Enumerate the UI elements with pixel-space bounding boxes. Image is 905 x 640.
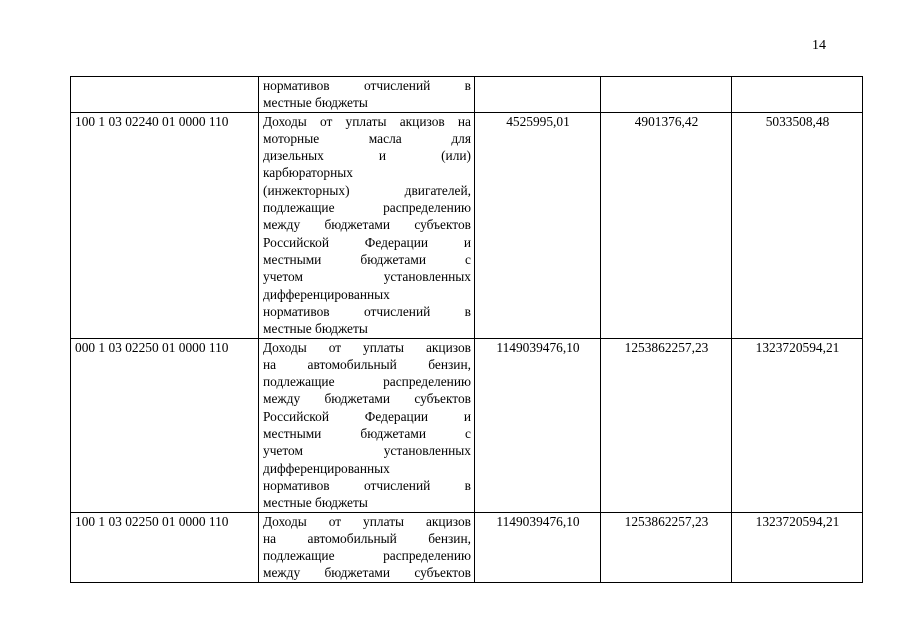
description-line: местные бюджеты — [263, 321, 368, 337]
description-cell — [259, 512, 475, 582]
description-line: между бюджетами субъектов — [263, 217, 471, 233]
description-line: на автомобильный бензин, — [263, 530, 471, 546]
description-line: Российской Федерации и — [263, 408, 471, 424]
table-row — [71, 112, 863, 338]
table-row — [71, 77, 863, 113]
description-line: местные бюджеты — [263, 495, 368, 511]
description-line: карбюраторных — [263, 165, 353, 181]
description-line: между бюджетами субъектов — [263, 565, 471, 581]
description-line: дифференцированных — [263, 286, 390, 302]
description-line: нормативов отчислений в — [263, 78, 471, 93]
description-line: местными бюджетами с — [263, 251, 471, 267]
description-line: дизельных и (или) — [263, 148, 471, 164]
description-line: Доходы от уплаты акцизов — [263, 513, 471, 529]
description-cell — [259, 112, 475, 338]
revenue-table — [70, 76, 863, 583]
description-line: на автомобильный бензин, — [263, 356, 471, 372]
description-line: нормативов отчислений в — [263, 303, 471, 319]
description-line: подлежащие распределению — [263, 374, 471, 390]
value-cell-1: 1149039476,10 — [475, 338, 601, 512]
description-line: учетом установленных — [263, 269, 471, 285]
description-line: нормативов отчислений в — [263, 477, 471, 493]
description-line: Доходы от уплаты акцизов — [263, 339, 471, 355]
value-cell-2: 4901376,42 — [601, 112, 732, 338]
description-line: местными бюджетами с — [263, 426, 471, 442]
budget-code-cell: 100 1 03 02250 01 0000 110 — [71, 512, 259, 582]
description-line: между бюджетами субъектов — [263, 391, 471, 407]
value-cell-1 — [475, 77, 601, 113]
description-line: местные бюджеты — [263, 95, 368, 111]
description-line: подлежащие распределению — [263, 200, 471, 216]
table-row — [71, 338, 863, 512]
description-cell — [259, 77, 475, 113]
value-cell-1: 1149039476,10 — [475, 512, 601, 582]
value-cell-3: 1323720594,21 — [732, 512, 863, 582]
description-line: подлежащие распределению — [263, 548, 471, 564]
value-cell-2 — [601, 77, 732, 113]
table-row — [71, 512, 863, 582]
description-line: моторные масла для — [263, 130, 471, 146]
value-cell-1: 4525995,01 — [475, 112, 601, 338]
budget-code-cell: 100 1 03 02240 01 0000 110 — [71, 112, 259, 338]
description-line: учетом установленных — [263, 443, 471, 459]
description-cell — [259, 338, 475, 512]
page-number: 14 — [812, 38, 826, 53]
table-body — [71, 77, 863, 583]
description-line: Российской Федерации и — [263, 234, 471, 250]
value-cell-3: 5033508,48 — [732, 112, 863, 338]
value-cell-2: 1253862257,23 — [601, 512, 732, 582]
description-line: дифференцированных — [263, 460, 390, 476]
value-cell-2: 1253862257,23 — [601, 338, 732, 512]
value-cell-3: 1323720594,21 — [732, 338, 863, 512]
description-line: (инжекторных) двигателей, — [263, 182, 471, 198]
budget-code-cell — [71, 77, 259, 113]
value-cell-3 — [732, 77, 863, 113]
description-line: Доходы от уплаты акцизов на — [263, 113, 471, 129]
budget-code-cell: 000 1 03 02250 01 0000 110 — [71, 338, 259, 512]
